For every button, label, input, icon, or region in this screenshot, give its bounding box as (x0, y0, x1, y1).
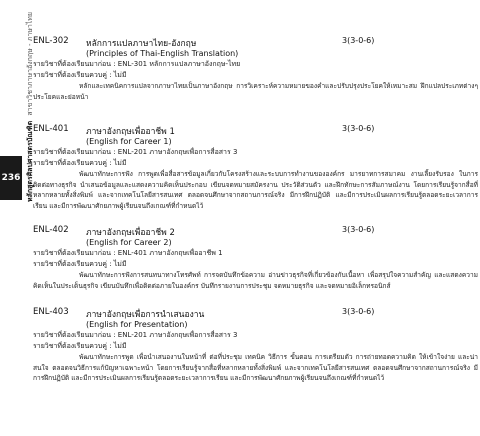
page-number: 236 (1, 173, 21, 183)
course-code: ENL-402 (33, 225, 69, 235)
course-prerequisite: รายวิชาที่ต้องเรียนมาก่อน : ENL-301 หลักการแปลภาษาอังกฤษ-ไทย (33, 60, 241, 68)
course-description: หลักและเทคนิคการแปลจากภาษาไทยเป็นภาษาอังกฤษ การวิเคราะห์ความหมายของคำและปรับปรุงประโยคให้เหมาะสม ฝึกแปลประเภทต่างๆ ประโยคและย่อหน้า (33, 82, 478, 101)
course-entry-enl-302 (33, 36, 478, 102)
course-prerequisite: รายวิชาที่ต้องเรียนมาก่อน : ENL-201 ภาษาอังกฤษเพื่อการสื่อสาร 3 (33, 148, 238, 156)
course-name-th: ภาษาอังกฤษเพื่อการนำเสนองาน (86, 310, 205, 320)
course-prerequisite: รายวิชาที่ต้องเรียนมาก่อน : ENL-201 ภาษาอังกฤษเพื่อการสื่อสาร 3 (33, 331, 238, 339)
page-number-tab (0, 156, 22, 200)
course-name-en: (English for Career 1) (86, 137, 172, 146)
course-code: ENL-403 (33, 307, 69, 317)
course-credits: 3(3-0-6) (342, 225, 375, 234)
course-corequisite: รายวิชาที่ต้องเรียนควบคู่ : ไม่มี (33, 260, 127, 268)
course-description: พัฒนาทักษะการฟังการสนทนาทางโทรศัพท์ การจดบันทึกข้อความ อ่านข่าวธุรกิจที่เกี่ยวข้องกับเนื้อหา เพื่อสรุปใจความสำคัญ และแสดงความคิดเห็นในประเด็นธุรกิจ เขียนบันทึกเพื่อติดต่อภายในองค์กร บันทึกรายงานการประชุม จดหมายธุรกิจ และจดหมายอิเล็กทรอนิกส์ (33, 271, 478, 290)
course-corequisite: รายวิชาที่ต้องเรียนควบคู่ : ไม่มี (33, 342, 127, 350)
course-entry-enl-402 (33, 225, 478, 291)
course-credits: 3(3-0-6) (342, 36, 375, 45)
course-name-en: (English for Career 2) (86, 238, 172, 247)
course-corequisite: รายวิชาที่ต้องเรียนควบคู่ : ไม่มี (33, 159, 127, 167)
program-title: หลักสูตรศิลปศาสตรบัณฑิต (26, 120, 34, 202)
course-name-th: ภาษาอังกฤษเพื่ออาชีพ 1 (86, 127, 175, 137)
course-name-en: (English for Presentation) (86, 320, 188, 329)
course-credits: 3(3-0-6) (342, 307, 375, 316)
course-code: ENL-302 (33, 36, 69, 46)
course-name-en: (Principles of Thai-English Translation) (86, 49, 239, 58)
course-entry-enl-403 (33, 307, 478, 384)
course-corequisite: รายวิชาที่ต้องเรียนควบคู่ : ไม่มี (33, 71, 127, 79)
course-prerequisite: รายวิชาที่ต้องเรียนมาก่อน : ENL-401 ภาษาอังกฤษเพื่ออาชีพ 1 (33, 249, 223, 257)
course-credits: 3(3-0-6) (342, 124, 375, 133)
course-descriptions (33, 0, 478, 384)
course-code: ENL-401 (33, 124, 69, 134)
course-name-th: หลักการแปลภาษาไทย-อังกฤษ (86, 39, 197, 49)
course-description: พัฒนาทักษะการพูด เพื่อนำเสนองานในหน้าที่ ต่อที่ประชุม เทคนิค วิธีการ ขั้นตอน การเตรียมตัว การถ่ายทอดความคิด ให้เข้าใจง่าย และน่าสนใจ ตลอดจนวิธีการแก้ปัญหาเฉพาะหน้า โดยการเรียนรู้จากสื่อที่หลากหลายทั้งสิ่งพิมพ์ และจากเทคโนโลยีสารสนเทศ ตลอดจนศึกษาจากสถานการณ์จริง มีการฝึกปฏิบัติ และมีการประเมินผลการเรียนรู้ตลอดระยะเวลาการเรียน และมีการพัฒนาศักยภาพผู้เรียนจนถึงเกณฑ์ที่กำหนดไว้ (33, 353, 478, 382)
program-subtitle: สาขาวิชาภาษาอังกฤษ - ภาษาไทย (26, 11, 34, 116)
course-description: พัฒนาทักษะการฟัง การพูดเพื่อสื่อสารข้อมูลเกี่ยวกับโครงสร้างและระบบการทำงานขององค์กร มารยาทการสมาคม งานเลี้ยงรับรอง ในการติดต่อทางธุรกิจ นำเสนอข้อมูลและแสดงความคิดเห็นประกอบ เขียนจดหมายสมัครงาน ประวัติส่วนตัว และฝึกทักษะการสัมภาษณ์งาน โดยการเรียนรู้จากสื่อที่หลากหลายทั้งสิ่งพิมพ์ และจากเทคโนโลยีสารสนเทศ ตลอดจนศึกษาจากสถานการณ์จริง มีการฝึกปฏิบัติ และมีการประเมินผลการเรียนรู้ตลอดระยะเวลาการเรียน และมีการพัฒนาศักยภาพผู้เรียนจนถึงเกณฑ์ที่กำหนดไว้ (33, 170, 478, 210)
course-name-th: ภาษาอังกฤษเพื่ออาชีพ 2 (86, 228, 175, 238)
course-entry-enl-401 (33, 124, 478, 211)
